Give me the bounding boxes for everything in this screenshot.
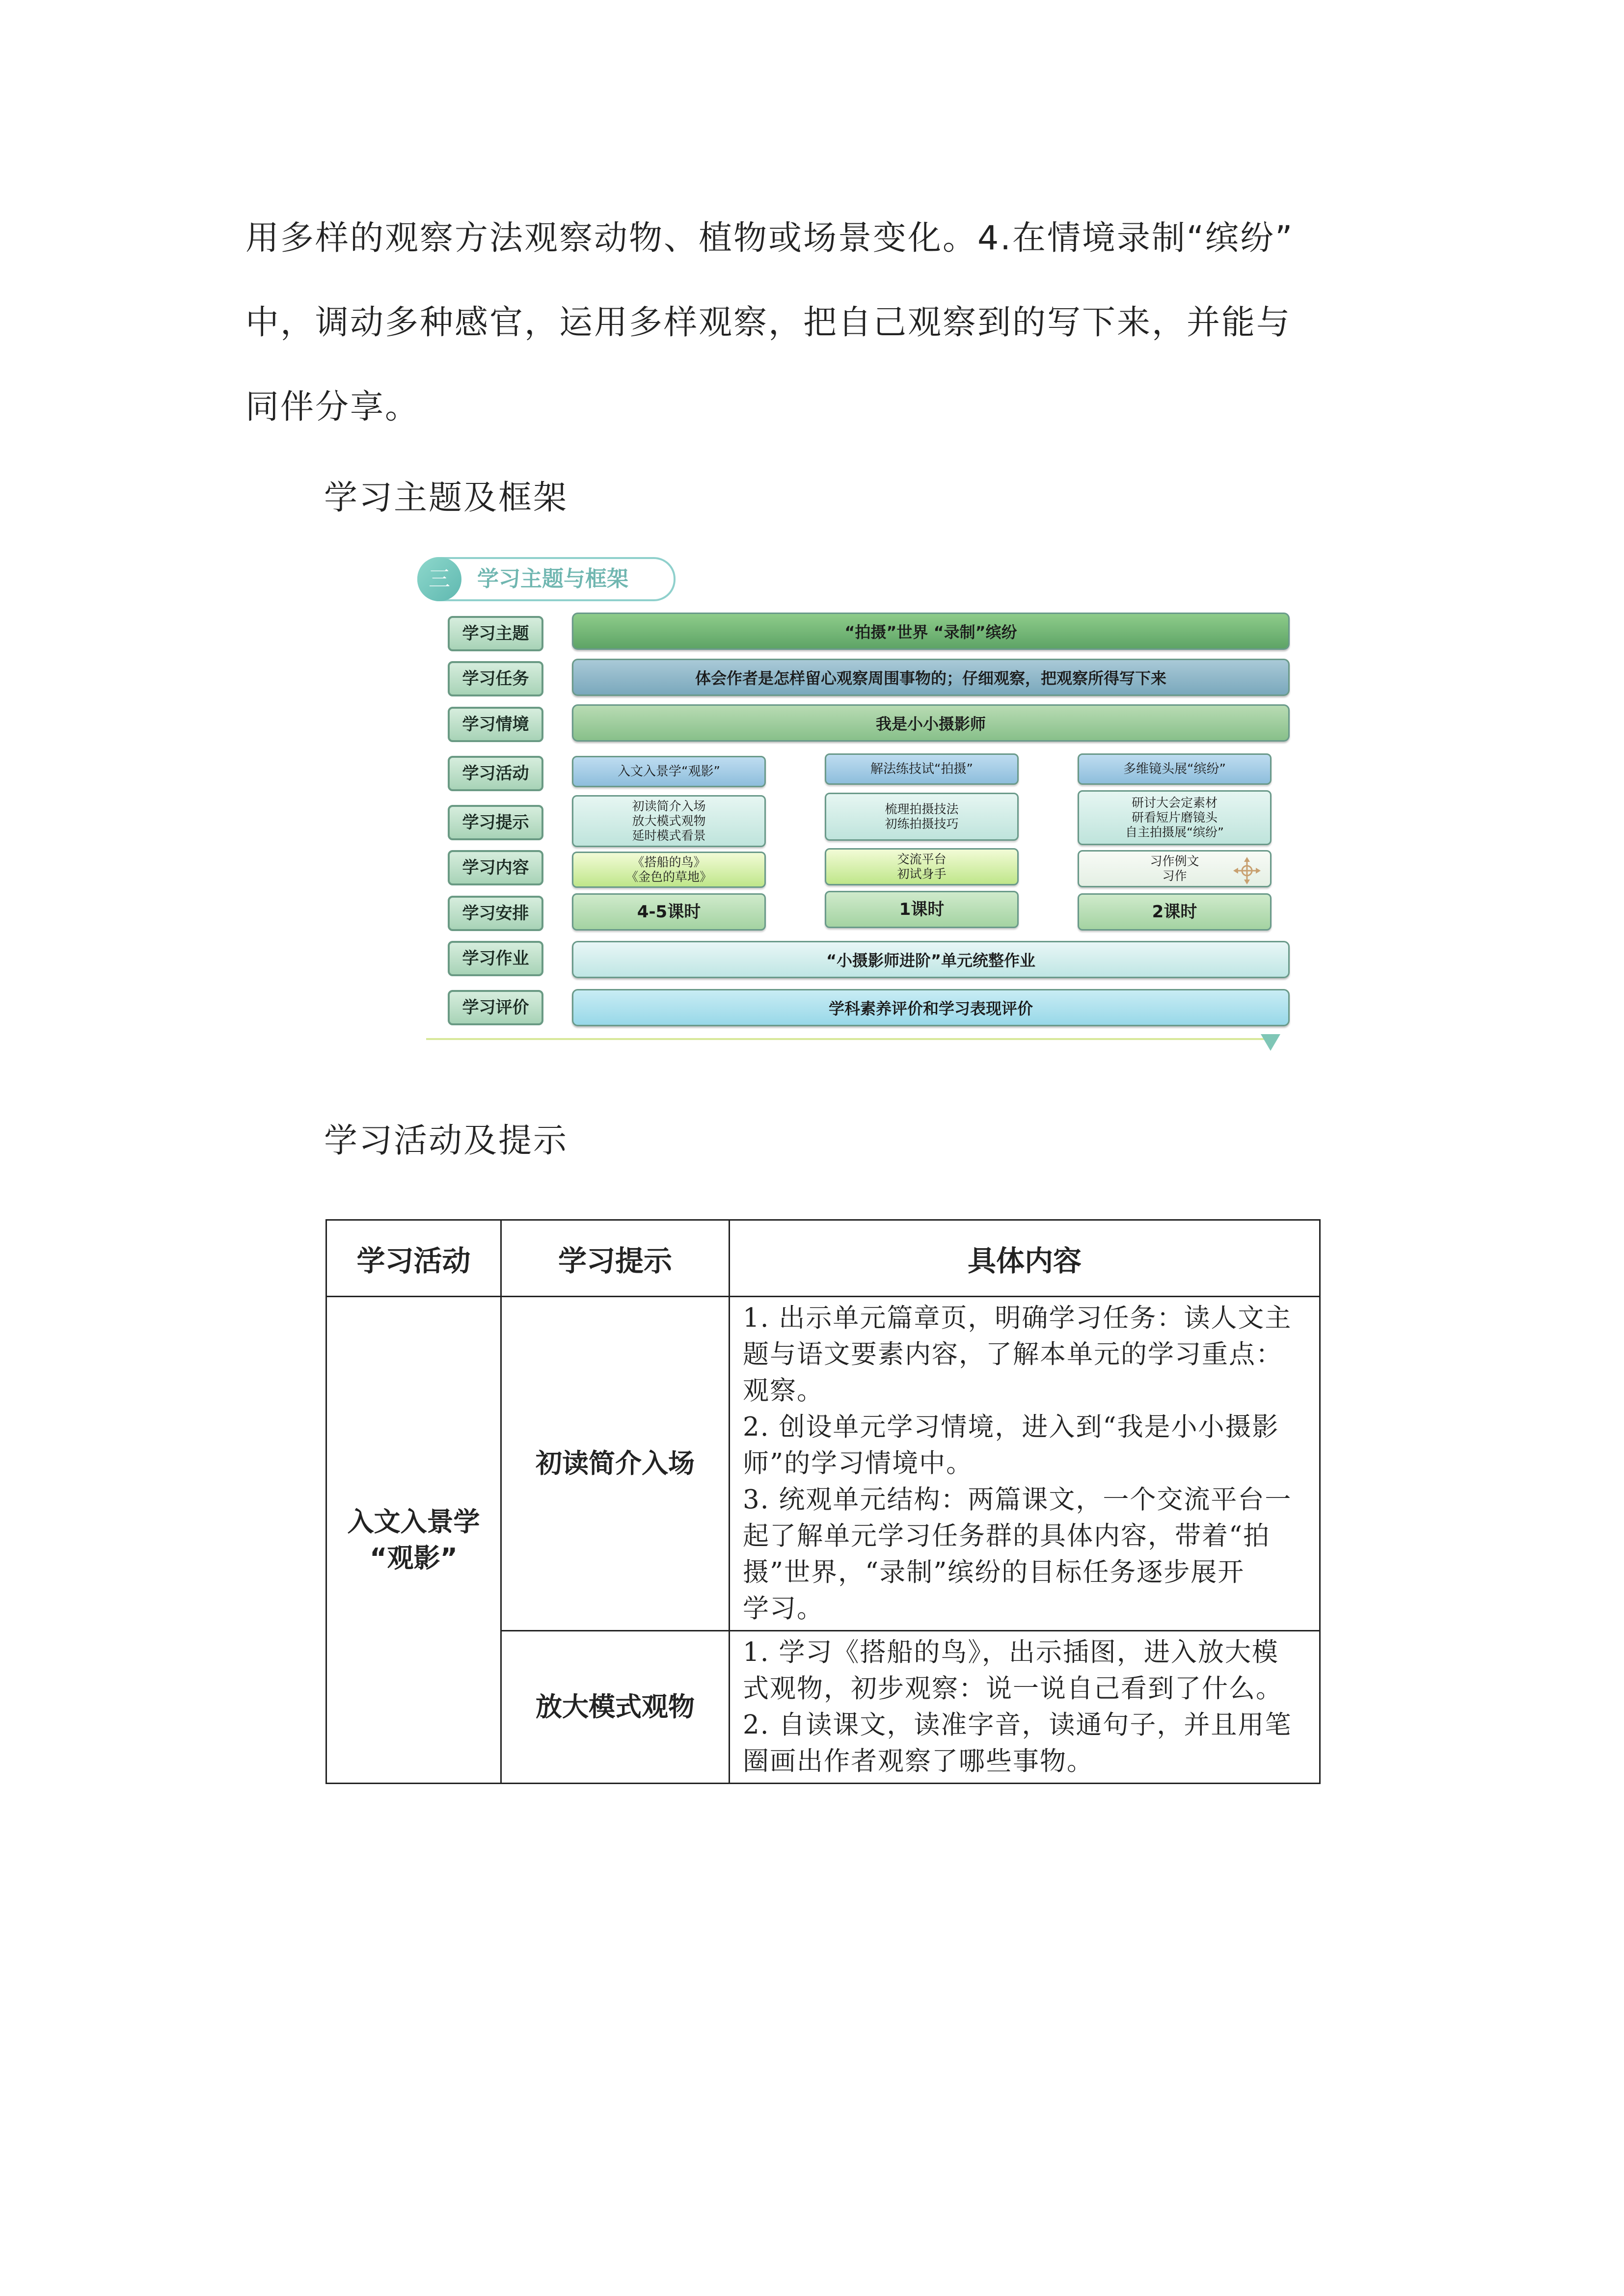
content-line: 起了解单元学习任务群的具体内容，带着“拍: [743, 1521, 1271, 1551]
content-line: 2. 自读课文，读准字音，读通句子，并且用笔: [743, 1710, 1292, 1740]
tips-box: [1078, 790, 1272, 845]
tip-item: 研讨大会定素材: [1131, 796, 1218, 810]
task-bar: 体会作者是怎样留心观察周围事物的；仔细观察，把观察所得写下来: [572, 659, 1290, 696]
intro-line: 同伴分享。: [245, 388, 420, 427]
tip-item: 放大模式观物: [632, 814, 706, 828]
framework-figure: [417, 555, 1291, 1060]
time-box: 1课时: [825, 891, 1019, 928]
content-line: 式观物，初步观察：说一说自己看到了什么。: [743, 1674, 1283, 1704]
intro-line: 中，调动多种感官，运用多样观察，把自己观察到的写下来，并能与: [245, 303, 1292, 342]
figure-title: 学习主题与框架: [477, 566, 628, 591]
content-line: 师”的学习情境中。: [743, 1448, 974, 1478]
row-label-evaluation: 学习评价: [448, 990, 543, 1025]
activity-table: [325, 1219, 1321, 1784]
arrow-down-icon: [1261, 1034, 1280, 1051]
content-item: 习作: [1162, 869, 1187, 883]
content-line: 2. 创设单元学习情境，进入到“我是小小摄影: [743, 1412, 1279, 1442]
tips-box: [572, 795, 766, 847]
activity-box: 多维镜头展“缤纷”: [1078, 753, 1272, 785]
tip-item: 初读简介入场: [632, 799, 706, 813]
content-cell: [730, 1631, 1320, 1784]
content-line: 观察。: [743, 1376, 824, 1406]
content-line: 题与语文要素内容，了解本单元的学习重点：: [743, 1339, 1283, 1369]
content-line: 1. 出示单元篇章页，明确学习任务：读人文主: [743, 1303, 1292, 1333]
row-label-content: 学习内容: [448, 850, 543, 885]
content-item: 《金色的草地》: [625, 870, 712, 884]
evaluation-bar: 学科素养评价和学习表现评价: [572, 989, 1290, 1026]
row-label-theme: 学习主题: [448, 616, 543, 651]
tip-item: 梳理拍摄技法: [885, 802, 959, 816]
content-line: 3. 统观单元结构：两篇课文，一个交流平台一: [743, 1485, 1292, 1515]
tip-item: 延时模式看景: [632, 828, 706, 843]
activity-line: “观影”: [370, 1542, 458, 1574]
tips-box: [825, 793, 1019, 841]
tip-cell: 放大模式观物: [501, 1631, 730, 1784]
time-box: 4-5课时: [572, 893, 766, 931]
table-header: 学习提示: [501, 1220, 730, 1297]
content-item: 《搭船的鸟》: [632, 855, 706, 869]
content-item: 交流平台: [897, 852, 947, 866]
content-line: 1. 学习《搭船的鸟》，出示插图，进入放大模: [743, 1637, 1279, 1667]
content-box: [572, 852, 766, 888]
content-line: 学习。: [743, 1594, 824, 1624]
tip-item: 研看短片磨镜头: [1131, 810, 1218, 825]
figure-baseline: [426, 1038, 1266, 1040]
content-cell: [730, 1297, 1320, 1631]
tip-cell: 初读简介入场: [501, 1297, 730, 1631]
move-cursor-icon: [1231, 855, 1263, 886]
content-line: 摄”世界，“录制”缤纷的目标任务逐步展开: [743, 1557, 1245, 1587]
activity-line: 入文入景学: [347, 1506, 480, 1537]
tip-item: 自主拍摄展“缤纷”: [1125, 825, 1224, 839]
tip-item: 初练拍摄技巧: [885, 817, 959, 831]
activity-box: 解法练技试“拍摄”: [825, 753, 1019, 785]
time-box: 2课时: [1078, 893, 1272, 931]
activity-cell: [326, 1297, 501, 1784]
theme-bar: “拍摄”世界 “录制”缤纷: [572, 613, 1290, 650]
content-line: 圈画出作者观察了哪些事物。: [743, 1746, 1094, 1776]
activity-box: 入文入景学“观影”: [572, 756, 766, 787]
row-label-tips: 学习提示: [448, 805, 543, 840]
table-header-row: [326, 1220, 1320, 1297]
row-label-scene: 学习情境: [448, 707, 543, 742]
row-label-homework: 学习作业: [448, 941, 543, 976]
table-header: 学习活动: [326, 1220, 501, 1297]
table-header: 具体内容: [730, 1220, 1320, 1297]
homework-bar: “小摄影师进阶”单元统整作业: [572, 941, 1290, 978]
heading-activities: 学习活动及提示: [324, 1121, 568, 1160]
figure-title-number: 三: [417, 557, 461, 601]
content-box: [825, 848, 1019, 885]
heading-framework: 学习主题及框架: [324, 479, 568, 517]
intro-line: 用多样的观察方法观察动物、植物或场景变化。4.在情境录制“缤纷”: [245, 219, 1294, 258]
figure-title-pill: [417, 557, 676, 601]
content-item: 初试身手: [897, 867, 947, 881]
row-label-schedule: 学习安排: [448, 896, 543, 931]
row-label-task: 学习任务: [448, 661, 543, 696]
table-row: [326, 1297, 1320, 1631]
content-item: 习作例文: [1150, 854, 1199, 868]
row-label-activity: 学习活动: [448, 756, 543, 791]
intro-paragraph: [245, 196, 1434, 450]
scene-bar: 我是小小摄影师: [572, 704, 1290, 742]
